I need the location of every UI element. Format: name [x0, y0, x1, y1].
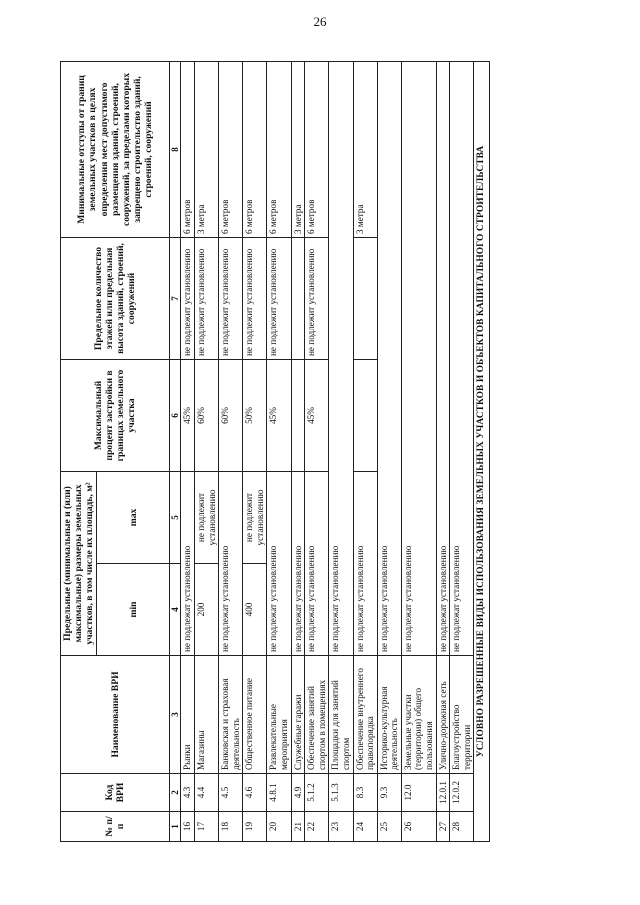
vri-name-cell: Служебные гаражи	[291, 656, 305, 774]
column-index-row	[170, 62, 181, 842]
header-min: min	[97, 564, 170, 656]
header-build-percent: Максимальный процент застройки в границах земельного участка	[61, 360, 170, 472]
table-row	[377, 62, 401, 842]
header-name: Наименование ВРИ	[61, 656, 170, 774]
vri-code-cell: 12.0.1	[436, 774, 450, 812]
table-header	[61, 62, 170, 842]
vri-name-cell: Благоустройство территории	[450, 656, 474, 774]
vri-name-cell: Магазины	[195, 656, 219, 774]
index-cell: 7	[170, 238, 181, 360]
size-cell: не подлежат установлению	[305, 472, 329, 656]
vri-name-cell: Обеспечение внутреннего правопорядка	[353, 656, 377, 774]
row-number-cell: 21	[291, 812, 305, 842]
setback-cell: 6 метров	[219, 62, 243, 238]
setback-cell: 3 метра	[195, 62, 219, 238]
index-cell: 3	[170, 656, 181, 774]
floors-cell: не подлежит установлению	[243, 238, 267, 360]
row-number-cell: 24	[353, 812, 377, 842]
build-percent-cell: 50%	[243, 360, 267, 472]
header-num: № п/п	[61, 812, 170, 842]
table-row	[450, 62, 474, 842]
vri-name-cell: Улично-дорожная сеть	[436, 656, 450, 774]
row-number-cell: 25	[377, 812, 401, 842]
min-size-cell: 400	[243, 564, 267, 656]
vri-code-cell: 5.1.2	[305, 774, 329, 812]
vri-name-cell: Земельные участки (территории) общего пользования	[401, 656, 436, 774]
setback-cell: 3 метра	[353, 62, 377, 238]
vri-code-cell: 12.0	[401, 774, 436, 812]
not-established-cell: не подлежат установлению	[436, 62, 450, 656]
zoning-parameters-table	[60, 61, 490, 842]
index-cell: 1	[170, 812, 181, 842]
vri-name-cell: Банковская и страховая деятельность	[219, 656, 243, 774]
table-row	[291, 62, 305, 842]
setback-cell: 6 метров	[267, 62, 291, 238]
vri-name-cell: Обеспечение занятий спортом в помещениях	[305, 656, 329, 774]
row-number-cell: 23	[329, 812, 353, 842]
table-row	[195, 62, 219, 842]
header-size-group: Предельные (минимальные и (или) максимальные) размеры земельных участков, в том числе их площадь, м²	[61, 472, 97, 656]
build-percent-cell	[353, 360, 377, 472]
not-established-cell: не подлежат установлению	[329, 62, 353, 656]
row-number-cell: 27	[436, 812, 450, 842]
floors-cell: не подлежит установлению	[195, 238, 219, 360]
floors-cell: не подлежит установлению	[267, 238, 291, 360]
header-setback: Минимальные отступы от границ земельных участков в целях определения мест допустимого размещения зданий, строений, сооружений, за пределами которых запрещено строительство зданий, строений, сооружений	[61, 62, 170, 238]
not-established-cell: не подлежат установлению	[401, 62, 436, 656]
row-number-cell: 17	[195, 812, 219, 842]
index-cell: 6	[170, 360, 181, 472]
vri-name-cell: Историко-культурная деятельность	[377, 656, 401, 774]
table-row	[436, 62, 450, 842]
table-row	[219, 62, 243, 842]
not-established-cell: не подлежат установлению	[450, 62, 474, 656]
row-number-cell: 22	[305, 812, 329, 842]
build-percent-cell: 60%	[219, 360, 243, 472]
index-cell: 8	[170, 62, 181, 238]
vri-name-cell: Рынки	[181, 656, 195, 774]
setback-cell: 6 метров	[243, 62, 267, 238]
vri-code-cell: 12.0.2	[450, 774, 474, 812]
conditional-uses-heading: УСЛОВНО РАЗРЕШЕННЫЕ ВИДЫ ИСПОЛЬЗОВАНИЯ ЗЕМЕЛЬНЫХ УЧАСТКОВ И ОБЪЕКТОВ КАПИТАЛЬНОГО СТРОИТЕЛЬСТВА	[474, 62, 490, 842]
max-size-cell: не подлежит установлению	[195, 472, 219, 564]
build-percent-cell: 60%	[195, 360, 219, 472]
not-established-cell: не подлежат установлению	[377, 62, 401, 656]
floors-cell	[291, 238, 305, 360]
vri-code-cell: 4.8.1	[267, 774, 291, 812]
vri-code-cell: 9.3	[377, 774, 401, 812]
setback-cell: 6 метров	[181, 62, 195, 238]
size-cell: не подлежат установлению	[181, 472, 195, 656]
row-number-cell: 20	[267, 812, 291, 842]
row-number-cell: 16	[181, 812, 195, 842]
max-size-cell: не подлежит установлению	[243, 472, 267, 564]
rotated-table-container	[60, 62, 600, 842]
row-number-cell: 18	[219, 812, 243, 842]
table-body	[170, 62, 474, 842]
header-code: Код ВРИ	[61, 774, 170, 812]
vri-code-cell: 5.1.3	[329, 774, 353, 812]
vri-code-cell: 8.3	[353, 774, 377, 812]
size-cell: не подлежат установлению	[267, 472, 291, 656]
table-row	[305, 62, 329, 842]
table-row	[267, 62, 291, 842]
vri-name-cell: Общественное питание	[243, 656, 267, 774]
build-percent-cell: 45%	[181, 360, 195, 472]
header-floors: Предельное количество этажей или предельная высота зданий, строений, сооружений	[61, 238, 170, 360]
row-number-cell: 26	[401, 812, 436, 842]
vri-code-cell: 4.6	[243, 774, 267, 812]
floors-cell	[353, 238, 377, 360]
build-percent-cell: 45%	[267, 360, 291, 472]
vri-code-cell: 4.9	[291, 774, 305, 812]
table-row	[401, 62, 436, 842]
floors-cell: не подлежит установлению	[305, 238, 329, 360]
row-number-cell: 19	[243, 812, 267, 842]
build-percent-cell	[291, 360, 305, 472]
vri-code-cell: 4.5	[219, 774, 243, 812]
row-number-cell: 28	[450, 812, 474, 842]
vri-name-cell: Развлекательные мероприятия	[267, 656, 291, 774]
table-row	[243, 62, 267, 842]
size-cell: не подлежат установлению	[353, 472, 377, 656]
floors-cell: не подлежит установлению	[181, 238, 195, 360]
table-row	[353, 62, 377, 842]
page-number: 26	[313, 14, 327, 29]
vri-code-cell: 4.4	[195, 774, 219, 812]
vri-name-cell: Площадки для занятий спортом	[329, 656, 353, 774]
vri-code-cell: 4.3	[181, 774, 195, 812]
size-cell: не подлежат установлению	[291, 472, 305, 656]
min-size-cell: 200	[195, 564, 219, 656]
floors-cell: не подлежит установлению	[219, 238, 243, 360]
setback-cell: 6 метров	[305, 62, 329, 238]
table-row	[181, 62, 195, 842]
setback-cell: 3 метра	[291, 62, 305, 238]
header-max: max	[97, 472, 170, 564]
size-cell: не подлежат установлению	[219, 472, 243, 656]
index-cell: 2	[170, 774, 181, 812]
build-percent-cell: 45%	[305, 360, 329, 472]
table-row	[329, 62, 353, 842]
index-cell: 4	[170, 564, 181, 656]
index-cell: 5	[170, 472, 181, 564]
